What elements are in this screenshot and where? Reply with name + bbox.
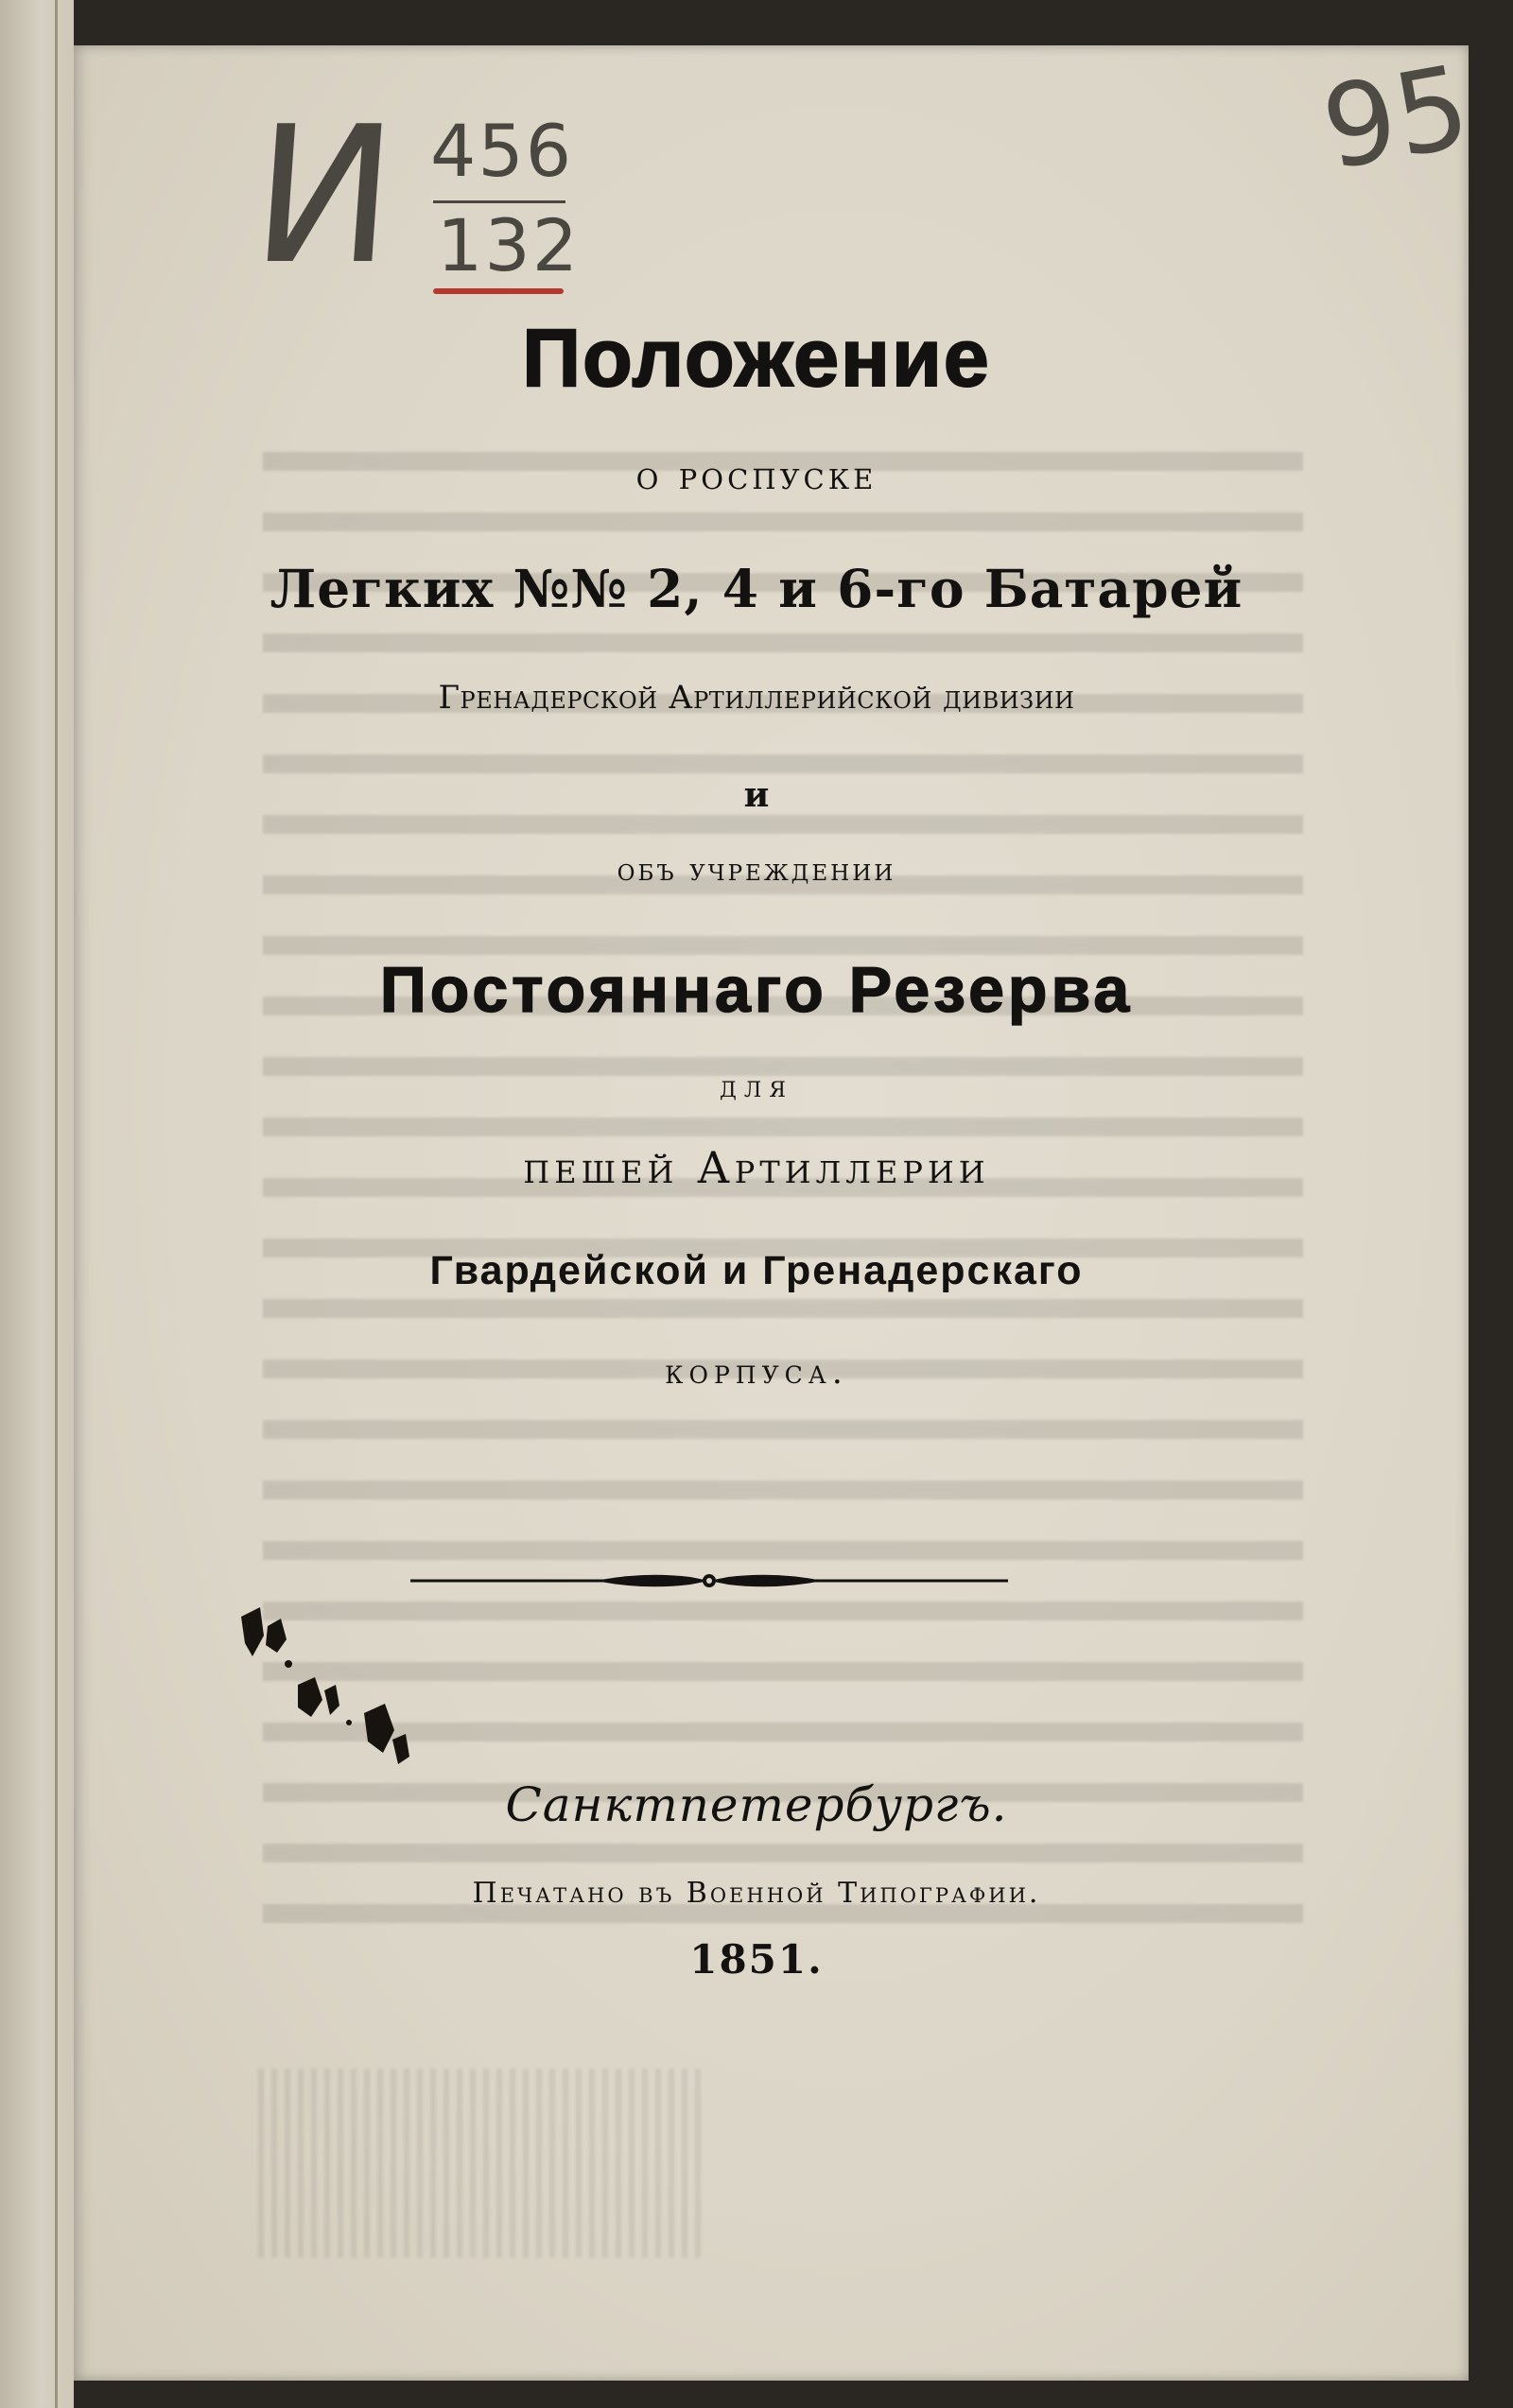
imprint-press: Печатано въ Военной Типографии. bbox=[472, 1877, 1041, 1910]
title-main: Положение bbox=[522, 313, 991, 404]
title-line-8: для bbox=[719, 1070, 793, 1104]
show-through-block bbox=[258, 2069, 703, 2258]
title-line-5: и bbox=[743, 775, 770, 815]
shelfmark-top: 456 bbox=[430, 109, 574, 193]
imprint-city: Санктпетербургъ. bbox=[505, 1777, 1008, 1832]
title-line-7: Постояннаго Резерва bbox=[379, 954, 1134, 1026]
title-line-11: корпуса. bbox=[665, 1354, 848, 1392]
shelfmark-bottom: 132 bbox=[437, 203, 581, 287]
title-line-9: пешей Артиллерии bbox=[523, 1142, 990, 1193]
red-pencil-underline bbox=[433, 288, 564, 294]
handwritten-letter: И bbox=[245, 86, 403, 306]
title-line-3: Легких №№ 2, 4 и 6-го Батарей bbox=[270, 558, 1243, 619]
imprint-year: 1851. bbox=[689, 1936, 824, 1983]
library-stamp-mark bbox=[232, 1598, 440, 1787]
title-line-6: объ учреждении bbox=[617, 851, 896, 888]
title-line-4: Гренадерской Артиллерийской дивизии bbox=[438, 679, 1075, 717]
decorative-rule-ornament bbox=[407, 1560, 1012, 1602]
corner-page-mark: 95 bbox=[1313, 41, 1479, 197]
title-line-2: о роспуске bbox=[635, 452, 878, 498]
title-line-10: Гвардейской и Гренадерскаго bbox=[429, 1248, 1084, 1293]
